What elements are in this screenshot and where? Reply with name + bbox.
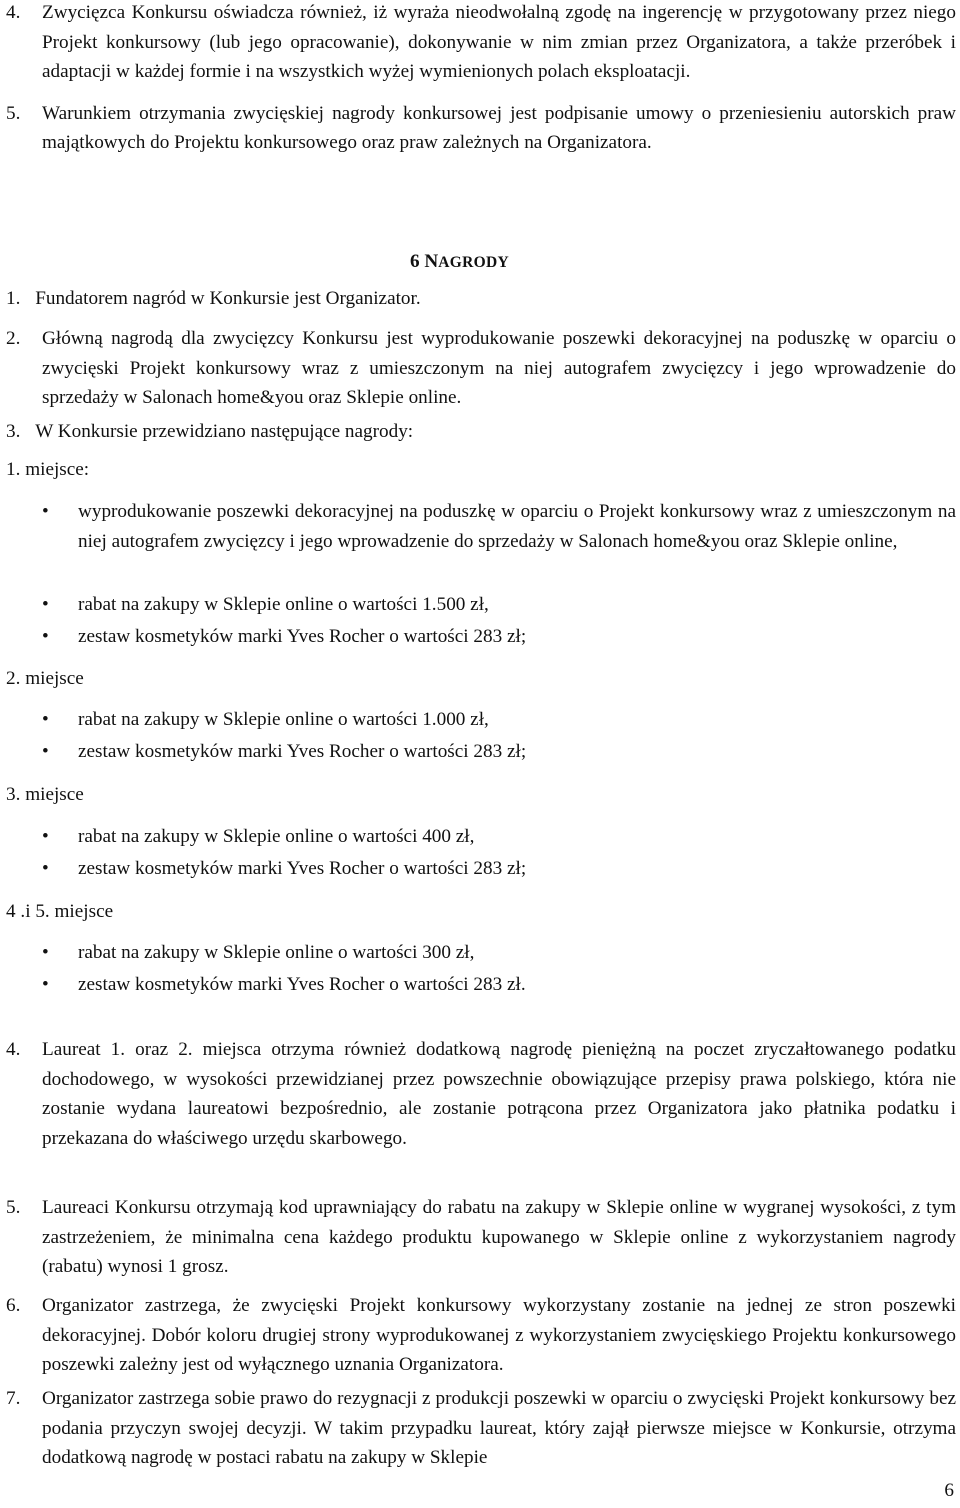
bullet-item <box>42 970 956 1000</box>
bullet-text: wyprodukowanie poszewki dekoracyjnej na poduszkę w oparciu o Projekt konkursowy wraz z umieszczonym na niej autografem zwycięzcy i jego wprowadzenie do sprzedaży w Salonach home&you oraz Sklepie online, <box>78 501 956 552</box>
bullet-icon: • <box>42 594 49 615</box>
prize-place-label: 2. miejsce <box>6 668 84 689</box>
bullet-text: rabat na zakupy w Sklepie online o wartości 400 zł, <box>78 826 475 847</box>
bullet-text: zestaw kosmetyków marki Yves Rocher o wartości 283 zł; <box>78 858 527 879</box>
bullet-item <box>42 497 956 556</box>
bullet-icon: • <box>42 942 49 963</box>
list-item <box>6 324 956 413</box>
list-item <box>6 417 413 447</box>
bullet-icon: • <box>42 858 49 879</box>
list-item <box>6 0 956 87</box>
bullet-icon: • <box>42 826 49 847</box>
section-number: 6 <box>410 251 420 272</box>
item-number: 7. <box>6 1388 21 1409</box>
item-number: 4. <box>6 2 21 23</box>
bullet-item <box>42 590 956 620</box>
list-item <box>6 1384 956 1473</box>
item-number: 6. <box>6 1295 21 1316</box>
section-title-initial: N <box>424 251 439 272</box>
item-text: Organizator zastrzega, że zwycięski Projekt konkursowy wykorzystany zostanie na jednej ze stron poszewki dekoracyjnej. Dobór koloru drugiej strony wyprodukowanej z wykorzystaniem zwycięskiego Projektu konkursowego poszewki zależny jest od wyłącznego uznania Organizatora. <box>42 1295 956 1375</box>
section-heading <box>410 247 509 278</box>
list-item <box>6 284 421 314</box>
bullet-item <box>42 622 956 652</box>
item-text: W Konkursie przewidziano następujące nagrody: <box>35 421 414 442</box>
item-number: 5. <box>6 1197 21 1218</box>
list-item <box>6 1291 956 1380</box>
list-item <box>6 99 956 158</box>
top-items <box>6 0 956 158</box>
prize-place-label: 3. miejsce <box>6 784 84 805</box>
item-text: Laureaci Konkursu otrzymają kod uprawniający do rabatu na zakupy w Sklepie online w wygranej wysokości, z tym zastrzeżeniem, że minimalna cena każdego produktu kupowanego w Sklepie online z wykorzystaniem nagrody (rabatu) wynosi 1 grosz. <box>42 1197 956 1277</box>
list-item <box>6 1035 956 1153</box>
list-item <box>6 1193 956 1282</box>
item-text: Laureat 1. oraz 2. miejsca otrzyma również dodatkową nagrodę pieniężną na poczet zryczałtowanego podatku dochodowego, w wysokości przewidzianej przez powszechnie obowiązujące przepisy prawa polskiego, która nie zostanie wydana laureatowi bezpośrednio, ale zostanie potrącona przez Organizatora jako płatnika podatku i przekazana do właściwego urzędu skarbowego. <box>42 1039 956 1149</box>
bullet-item <box>42 737 956 767</box>
section-title-rest: AGRODY <box>438 254 509 271</box>
item-number: 5. <box>6 102 21 124</box>
prize-place-label: 4 .i 5. miejsce <box>6 901 114 922</box>
bullet-text: zestaw kosmetyków marki Yves Rocher o wartości 283 zł; <box>78 626 527 647</box>
item-text: Fundatorem nagród w Konkursie jest Organizator. <box>35 288 421 309</box>
bullet-icon: • <box>42 626 49 647</box>
bullet-item <box>42 938 956 968</box>
item-text: Organizator zastrzega sobie prawo do rezygnacji z produkcji poszewki w oparciu o zwycięski Projekt konkursowy bez podania przyczyn swojej decyzji. W takim przypadku laureat, który zajął pierwsze miejsce w Konkursie, otrzyma dodatkową nagrodę w postaci rabatu na zakupy w Sklepie <box>42 1388 956 1468</box>
bullet-text: rabat na zakupy w Sklepie online o wartości 1.000 zł, <box>78 709 489 730</box>
bullet-item <box>42 705 956 735</box>
bullet-icon: • <box>42 501 49 522</box>
bullet-text: rabat na zakupy w Sklepie online o wartości 300 zł, <box>78 942 475 963</box>
item-number: 3. <box>6 421 21 442</box>
prize-place-label: 1. miejsce: <box>6 459 90 480</box>
bullet-icon: • <box>42 709 49 730</box>
bullet-item <box>42 822 956 852</box>
item-text: Zwycięzca Konkursu oświadcza również, iż wyraża nieodwołalną zgodę na ingerencję w przygotowany przez niego Projekt konkursowy (lub jego opracowanie), dokonywanie w nim zmian przez Organizatora, a także przeróbek i adaptacji w każdej formie i na wszystkich wyżej wymienionych polach eksploatacji. <box>42 2 956 82</box>
bullet-icon: • <box>42 974 49 995</box>
bullet-icon: • <box>42 741 49 762</box>
item-number: 2. <box>6 328 21 349</box>
item-text: Warunkiem otrzymania zwycięskiej nagrody konkursowej jest podpisanie umowy o przeniesieniu autorskich praw majątkowych do Projektu konkursowego oraz praw zależnych na Organizatora. <box>42 102 956 153</box>
bullet-text: zestaw kosmetyków marki Yves Rocher o wartości 283 zł. <box>78 974 526 995</box>
bullet-text: rabat na zakupy w Sklepie online o wartości 1.500 zł, <box>78 594 489 615</box>
bullet-item <box>42 854 956 884</box>
item-number: 4. <box>6 1039 21 1060</box>
page-number: 6 <box>944 1480 954 1501</box>
item-text: Główną nagrodą dla zwycięzcy Konkursu jest wyprodukowanie poszewki dekoracyjnej na poduszkę w oparciu o zwycięski Projekt konkursowy wraz z umieszczonym na niej autografem zwycięzcy i jego wprowadzenie do sprzedaży w Salonach home&you oraz Sklepie online. <box>42 328 956 408</box>
item-number: 1. <box>6 288 21 309</box>
bullet-text: zestaw kosmetyków marki Yves Rocher o wartości 283 zł; <box>78 741 527 762</box>
